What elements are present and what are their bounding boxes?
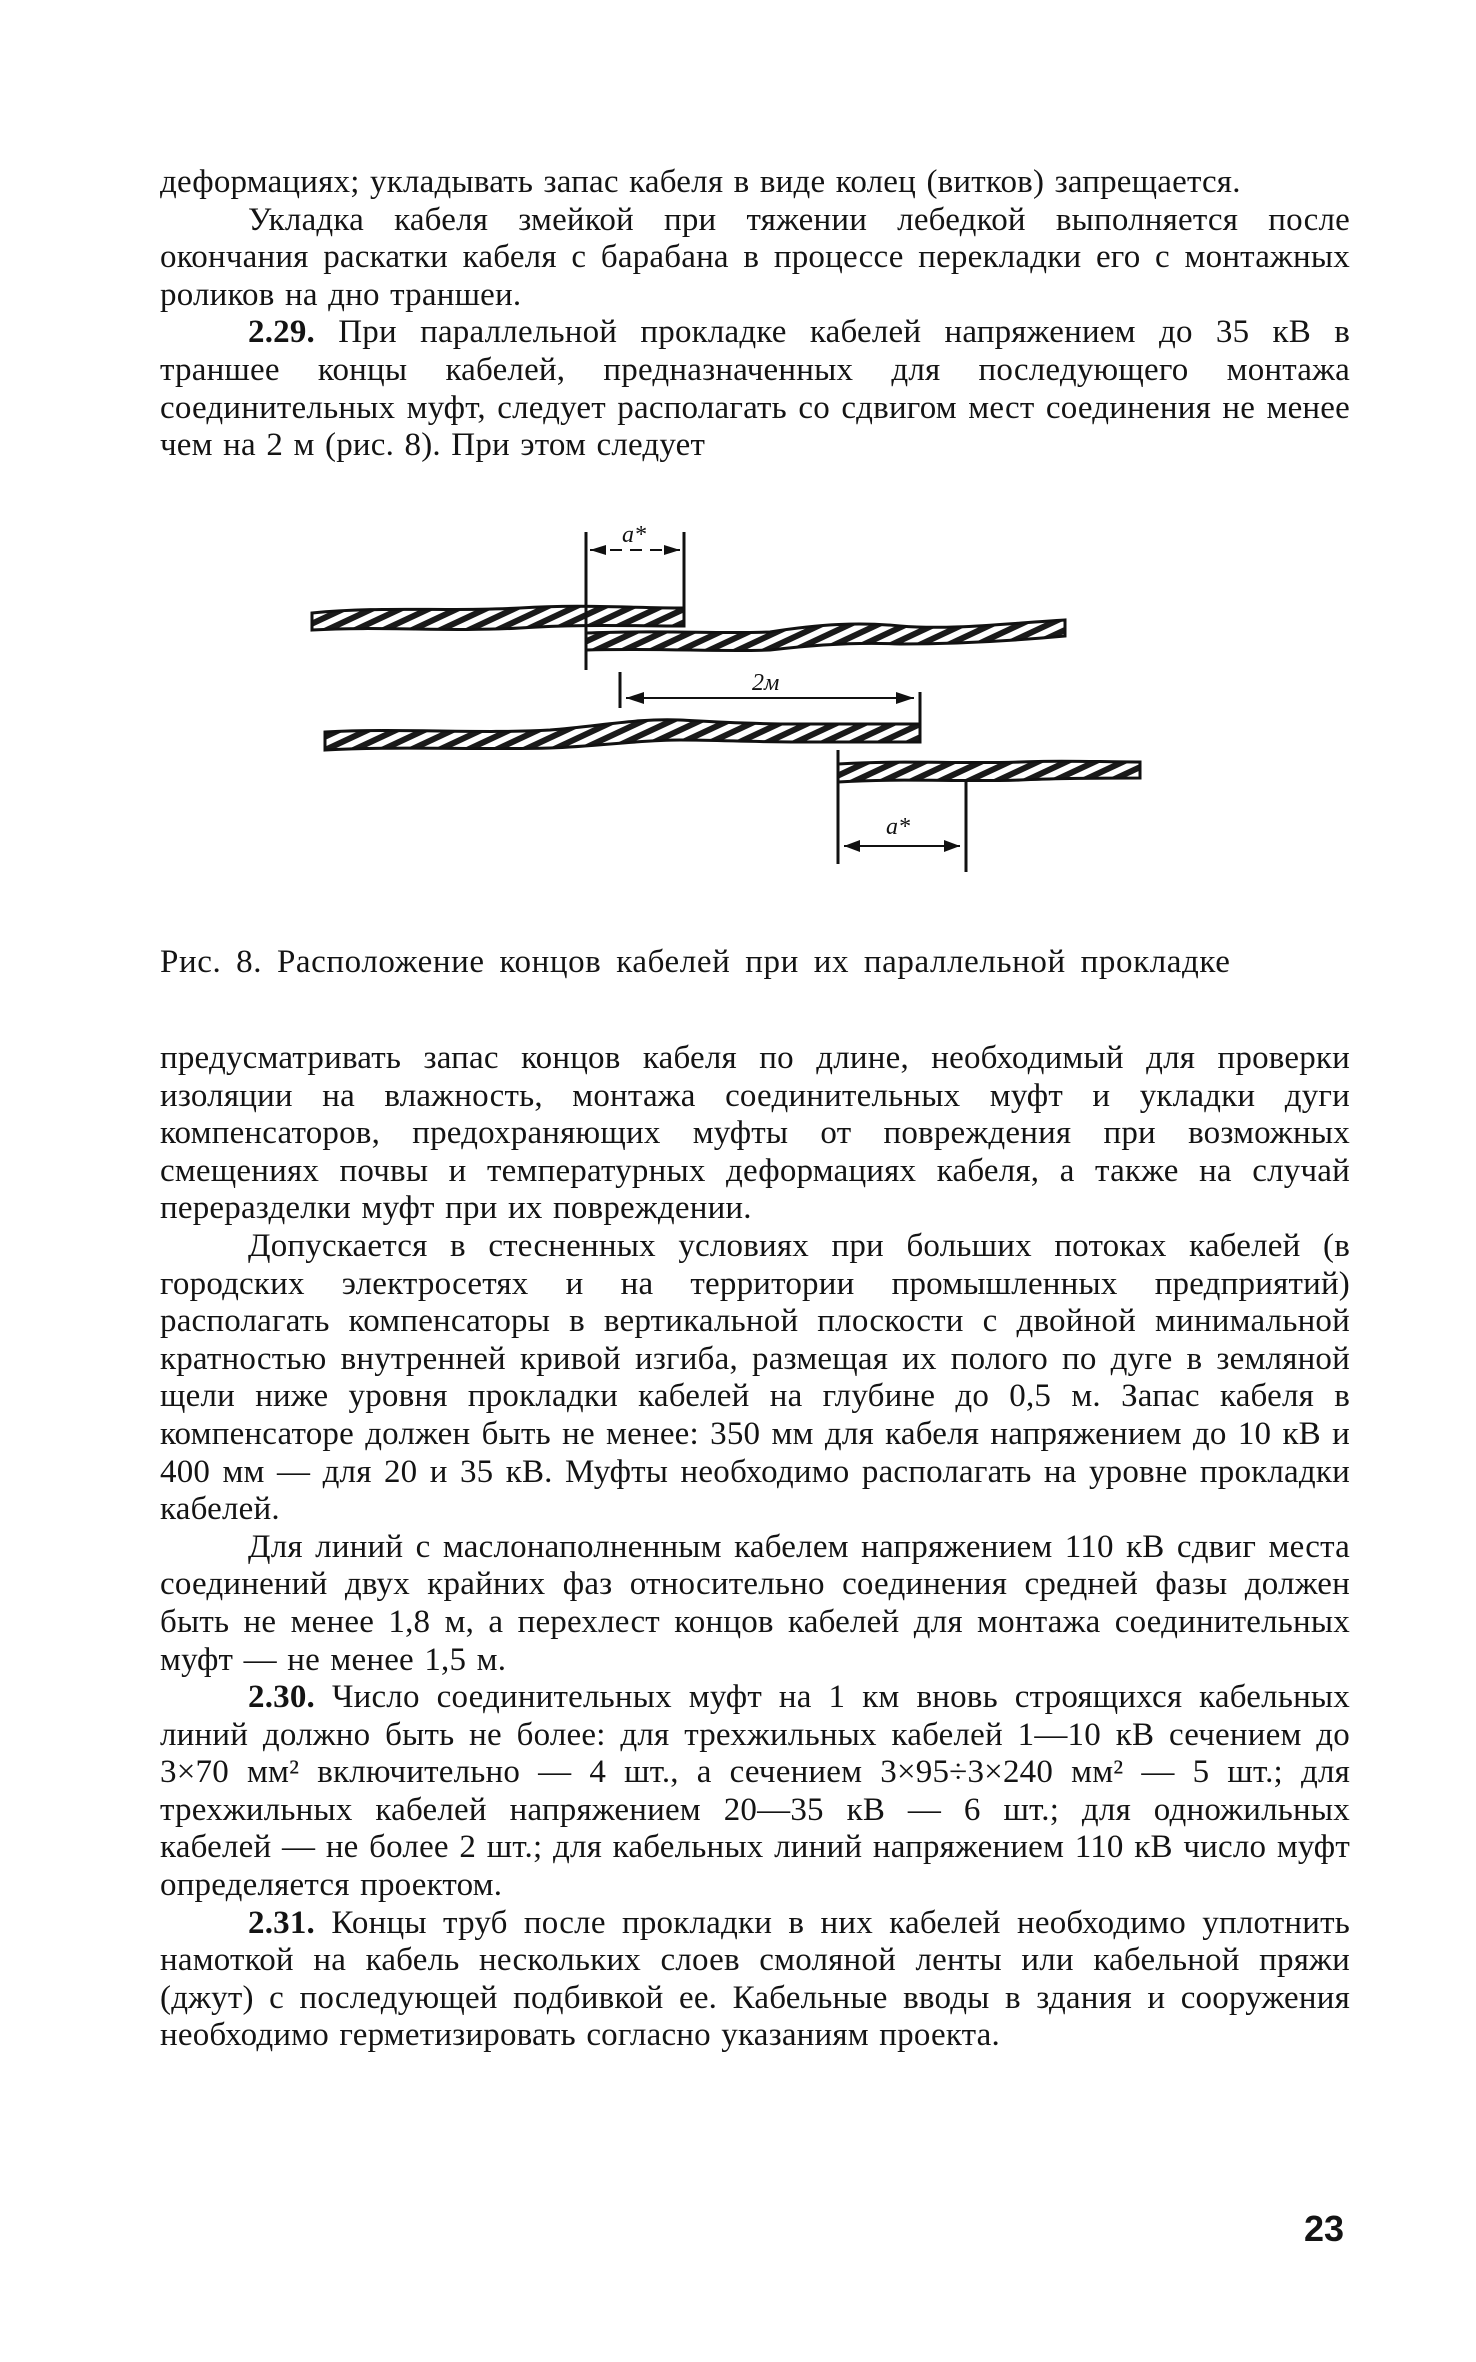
paragraph-oil-filled: Для линий с маслонаполненным кабелем напряжением 110 кВ сдвиг места соединений двух крайних фаз относительно соединения средней фазы должен быть не менее 1,8 м, а перехлест концов кабелей для монтажа соединительных муфт — не менее 1,5 м. bbox=[160, 1528, 1350, 1678]
text-block-bottom bbox=[160, 1040, 1350, 2055]
clause-number: 2.30. bbox=[248, 1679, 315, 1716]
paragraph-2-29: 2.29. При параллельной прокладке кабелей напряжением до 35 кВ в траншее концы кабелей, предназначенных для последующего монтажа соединительных муфт, следует располагать со сдвигом мест соединения не менее чем на 2 м (рис. 8). При этом следует bbox=[160, 314, 1350, 464]
paragraph-compensators: Допускается в стесненных условиях при больших потоках кабелей (в городских электросетях и на территории промышленных предприятий) располагать компенсаторы в вертикальной плоскости с двойной минимальной кратностью внутренней кривой изгиба, размещая их полого по дуге в земляной щели ниже уровня прокладки кабелей на глубине до 0,5 м. Запас кабеля в компенсаторе должен быть не менее: 350 мм для кабеля напряжением до 10 кВ и 400 мм — для 20 и 35 кВ. Муфты необходимо располагать на уровне прокладки кабелей. bbox=[160, 1227, 1350, 1528]
figure-cable-ends bbox=[300, 520, 1230, 880]
cable-lower-left bbox=[325, 720, 920, 750]
cable-lower-right bbox=[838, 761, 1140, 782]
figure-caption: Рис. 8. Расположение концов кабелей при их параллельной прокладке bbox=[160, 944, 1231, 980]
clause-number: 2.31. bbox=[248, 1904, 315, 1941]
paragraph-continuation: деформациях; укладывать запас кабеля в виде колец (витков) запрещается. bbox=[160, 164, 1241, 200]
cable-upper-left bbox=[312, 606, 684, 630]
page-number: 23 bbox=[1304, 2208, 1345, 2249]
paragraph-2-31: 2.31. Концы труб после прокладки в них кабелей необходимо уплотнить намоткой на кабель нескольких слоев смоляной ленты или кабельной пряжи (джут) с последующей подбивкой ее. Кабельные вводы в здания и сооружения необходимо герметизировать согласно указаниям проекта. bbox=[160, 1904, 1350, 2054]
paragraph-2-30: 2.30. Число соединительных муфт на 1 км вновь строящихся кабельных линий должно быть не более: для трехжильных кабелей 1—10 кВ сечением до 3×70 мм² включительно — 4 шт., а сечением 3×95÷3×240 мм² — 5 шт.; для трехжильных кабелей напряжением 20—35 кВ — 6 шт.; для одножильных кабелей — не более 2 шт.; для кабельных линий напряжением 110 кВ число муфт определяется проектом. bbox=[160, 1679, 1351, 1904]
text-block-top bbox=[160, 164, 1350, 465]
dimension-label-2m: 2м bbox=[752, 670, 780, 696]
dimension-label-a-top: a* bbox=[622, 522, 646, 548]
dimension-label-a-bottom: a* bbox=[886, 814, 910, 840]
paragraph-snake-laying: Укладка кабеля змейкой при тяжении лебедкой выполняется после окончания раскатки кабеля с барабана в процессе перекладки его с монтажных роликов на дно траншеи. bbox=[160, 201, 1350, 313]
paragraph-reserve: предусматривать запас концов кабеля по длине, необходимый для проверки изоляции на влажность, монтажа соединительных муфт и укладки дуги компенсаторов, предохраняющих муфты от повреждения при возможных смещениях почвы и температурных деформациях кабеля, а также на случай переразделки муфт при их повреждении. bbox=[160, 1040, 1350, 1227]
clause-number: 2.29. bbox=[248, 314, 315, 351]
